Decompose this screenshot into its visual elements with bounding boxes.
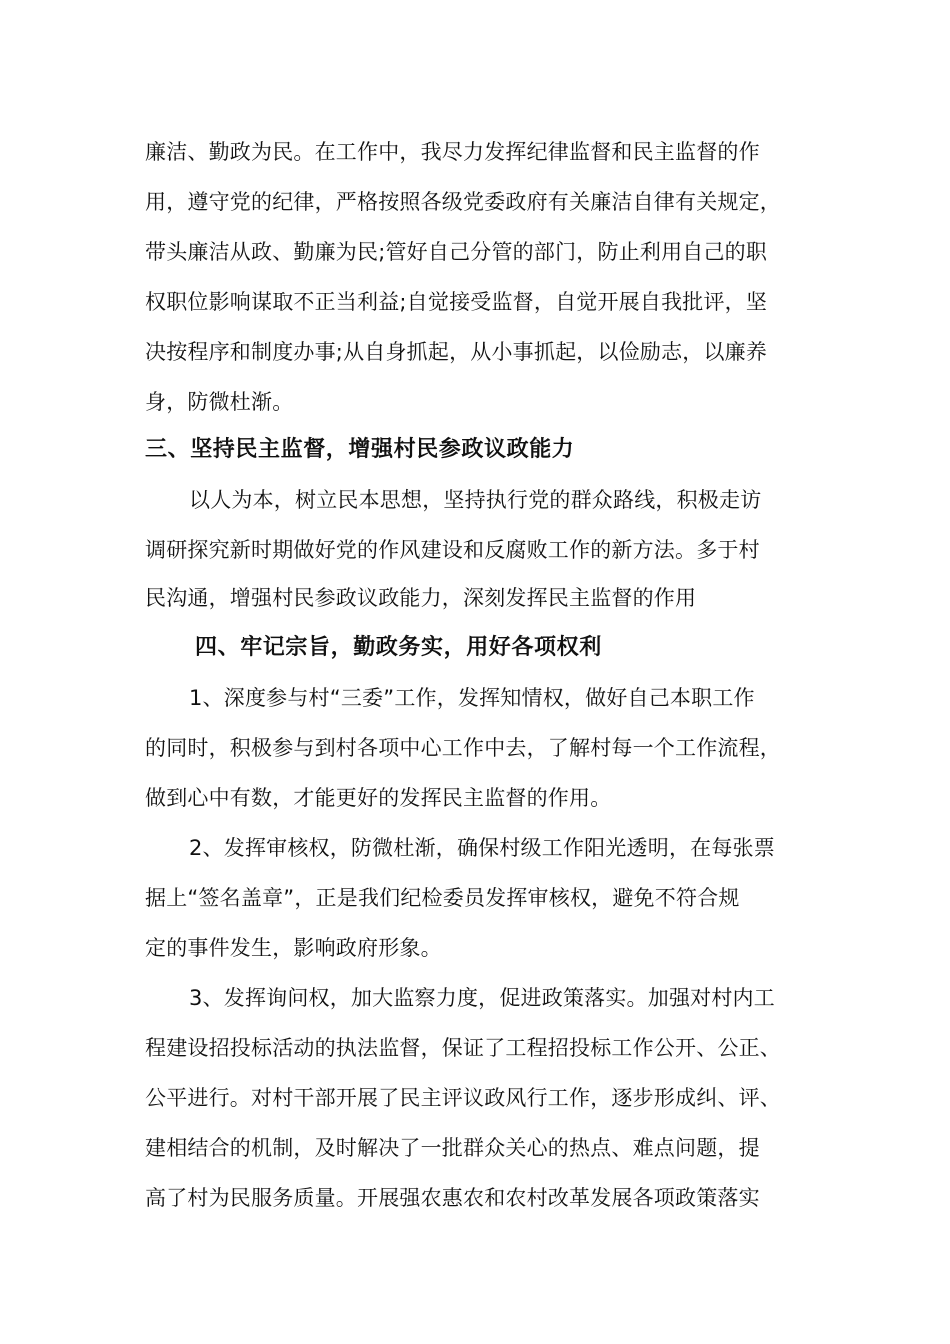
paragraph-line: 决按程序和制度办事;从自身抓起，从小事抓起，以俭励志，以廉养 — [145, 340, 768, 364]
paragraph-line: 据上“签名盖章”，正是我们纪检委员发挥审核权，避免不符合规 — [145, 886, 740, 910]
section-heading-4: 四、牢记宗旨，勤政务实，用好各项权利 — [195, 635, 602, 660]
paragraph-line: 调研探究新时期做好党的作风建设和反腐败工作的新方法。多于村 — [145, 538, 760, 562]
paragraph-line: 2、发挥审核权，防微杜渐，确保村级工作阳光透明，在每张票 — [189, 836, 775, 860]
paragraph-line: 定的事件发生，影响政府形象。 — [145, 936, 442, 960]
paragraph-line: 程建设招投标活动的执法监督，保证了工程招投标工作公开、公正、 — [145, 1036, 781, 1060]
paragraph-line: 用，遵守党的纪律，严格按照各级党委政府有关廉洁自律有关规定， — [145, 190, 781, 214]
paragraph-line: 公平进行。对村干部开展了民主评议政风行工作，逐步形成纠、评、 — [145, 1086, 781, 1110]
section-heading-3: 三、坚持民主监督，增强村民参政议政能力 — [145, 437, 575, 462]
paragraph-line: 民沟通，增强村民参政议政能力，深刻发挥民主监督的作用 — [145, 586, 697, 610]
paragraph-line: 做到心中有数，才能更好的发挥民主监督的作用。 — [145, 786, 612, 810]
paragraph-line: 高了村为民服务质量。开展强农惠农和农村改革发展各项政策落实 — [145, 1186, 760, 1210]
paragraph-line: 身，防微杜渐。 — [145, 390, 294, 414]
paragraph-line: 3、发挥询问权，加大监察力度，促进政策落实。加强对村内工 — [189, 986, 775, 1010]
paragraph-line: 建相结合的机制，及时解决了一批群众关心的热点、难点问题，提 — [145, 1136, 760, 1160]
paragraph-line: 1、深度参与村“三委”工作，发挥知情权，做好自己本职工作 — [189, 686, 755, 710]
paragraph-line: 带头廉洁从政、勤廉为民;管好自己分管的部门，防止利用自己的职 — [145, 240, 768, 264]
paragraph-line: 的同时，积极参与到村各项中心工作中去，了解村每一个工作流程， — [145, 736, 781, 760]
paragraph-line: 以人为本，树立民本思想，坚持执行党的群众路线，积极走访 — [189, 488, 762, 512]
paragraph-line: 廉洁、勤政为民。在工作中，我尽力发挥纪律监督和民主监督的作 — [145, 140, 760, 164]
paragraph-line: 权职位影响谋取不正当利益;自觉接受监督，自觉开展自我批评，坚 — [145, 290, 768, 314]
